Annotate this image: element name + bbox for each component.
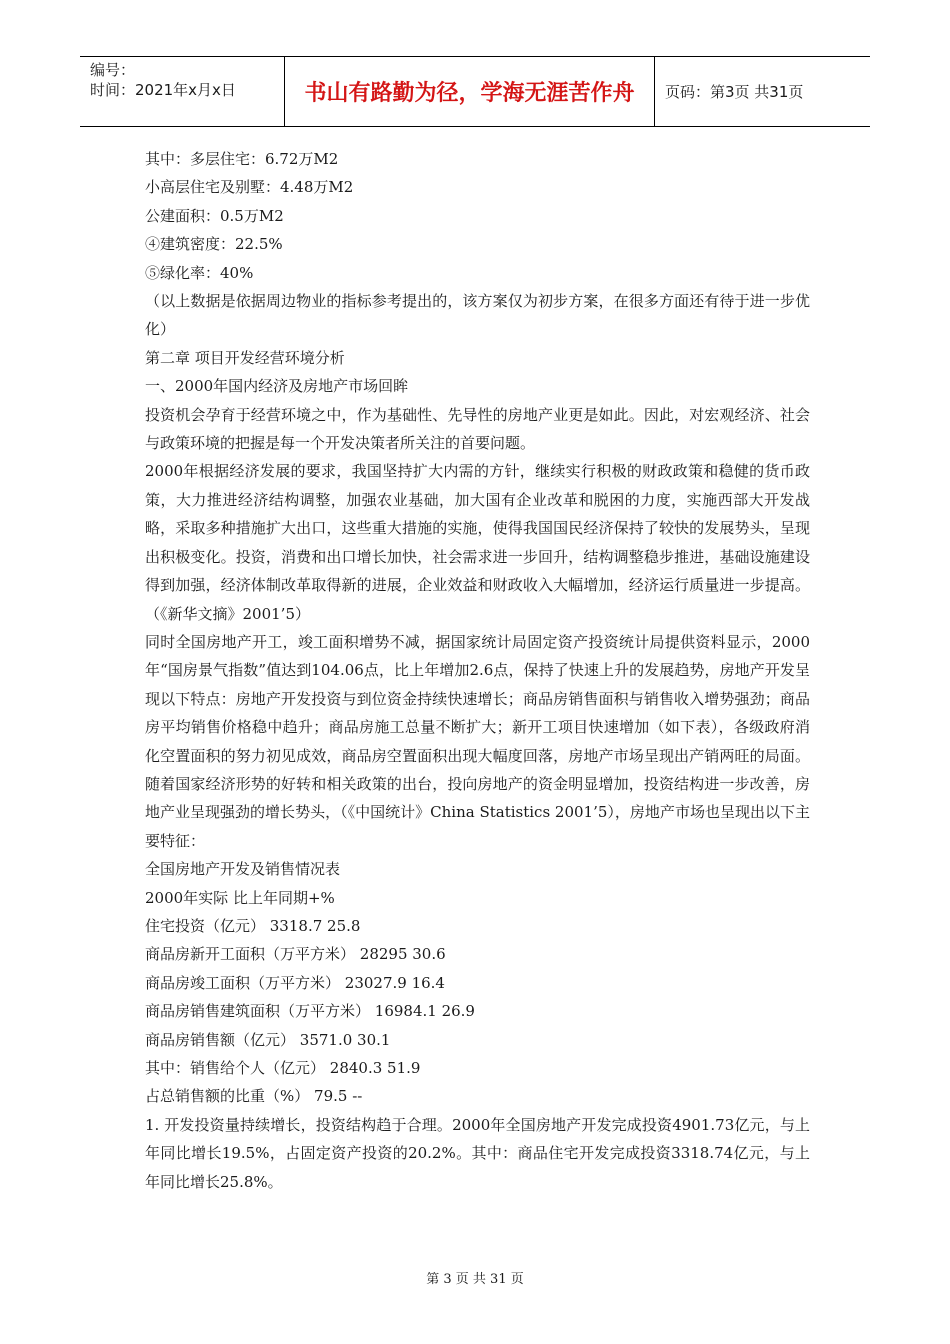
table-row: 住宅投资（亿元） 3318.7 25.8 <box>145 916 361 935</box>
paragraph: 其中：多层住宅：6.72万M2 <box>145 150 339 168</box>
paragraph: 小高层住宅及别墅：4.48万M2 <box>145 178 354 197</box>
table-title: 全国房地产开发及销售情况表 <box>145 860 341 879</box>
header-meta <box>80 57 285 126</box>
paragraph: 1. 开发投资量持续增长，投资结构趋于合理。2000年全国房地产开发完成投资4901.73亿元，与上年同比增长19.5%，占固定资产投资的20.2%。其中：商品住宅开发完成投资3318.74亿元，与上年同比增长25.8%。 <box>145 1115 810 1191</box>
table-row: 其中：销售给个人（亿元） 2840.3 51.9 <box>145 1059 421 1077</box>
chapter-heading: 第二章 项目开发经营环境分析 <box>145 348 345 367</box>
document-body <box>145 145 810 1196</box>
paragraph: ④建筑密度：22.5% <box>145 235 283 254</box>
page-footer: 第 3 页 共 31 页 <box>426 1272 524 1287</box>
section-heading: 一、2000年国内经济及房地产市场回眸 <box>145 377 409 396</box>
paragraph: 投资机会孕育于经营环境之中，作为基础性、先导性的房地产业更是如此。因此，对宏观经济、社会与政策环境的把握是每一个开发决策者所关注的首要问题。 <box>145 405 810 453</box>
document-time: 时间：2021年x月x日 <box>90 81 236 99</box>
table-header-row: 2000年实际 比上年同期+% <box>145 888 335 907</box>
table-row: 商品房销售建筑面积（万平方米） 16984.1 26.9 <box>145 1002 475 1021</box>
page-header <box>80 56 870 127</box>
header-motto: 书山有路勤为径，学海无涯苦作舟 <box>285 57 655 126</box>
header-page-info: 页码：第3页 共31页 <box>665 83 804 101</box>
paragraph: 公建面积：0.5万M2 <box>145 206 284 225</box>
table-row: 商品房销售额（亿元） 3571.0 30.1 <box>145 1030 391 1049</box>
paragraph: 同时全国房地产开工，竣工面积增势不减，据国家统计局固定资产投资统计局提供资料显示，2000年“国房景气指数”值达到104.06点，比上年增加2.6点，保持了快速上升的发展趋势，房地产开发呈现以下特点：房地产开发投资与到位资金持续快速增长；商品房销售面积与销售收入增势强劲；商品房平均销售价格稳中趋升；商品房施工总量不断扩大；新开工项目快速增加（如下表），各级政府消化空置面积的努力初见成效，商品房空置面积出现大幅度回落，房地产市场呈现出产销两旺的局面。随着国家经济形势的好转和相关政策的出台，投向房地产的资金明显增加，投资结构进一步改善，房地产业呈现强劲的增长势头，（《中国统计》China Statistics 2001’5），房地产市场也呈现出以下主要特征： <box>145 632 810 850</box>
document-number-label: 编号： <box>90 61 136 79</box>
paragraph: （以上数据是依据周边物业的指标参考提出的，该方案仅为初步方案，在很多方面还有待于进一步优化） <box>145 292 810 339</box>
paragraph: 2000年根据经济发展的要求，我国坚持扩大内需的方针，继续实行积极的财政政策和稳健的货币政策，大力推进经济结构调整，加强农业基础，加大国有企业改革和脱困的力度，实施西部大开发战略，采取多种措施扩大出口，这些重大措施的实施，使得我国国民经济保持了较快的发展势头，呈现出积极变化。投资，消费和出口增长加快，社会需求进一步回升，结构调整稳步推进，基础设施建设得到加强，经济体制改革取得新的进展，企业效益和财政收入大幅增加，经济运行质量进一步提高。（《新华文摘》2001’5） <box>145 462 810 623</box>
paragraph: ⑤绿化率：40% <box>145 263 254 282</box>
table-row: 商品房竣工面积（万平方米） 23027.9 16.4 <box>145 973 445 992</box>
table-row: 占总销售额的比重（%） 79.5 -- <box>145 1087 363 1106</box>
table-row: 商品房新开工面积（万平方米） 28295 30.6 <box>145 945 446 964</box>
